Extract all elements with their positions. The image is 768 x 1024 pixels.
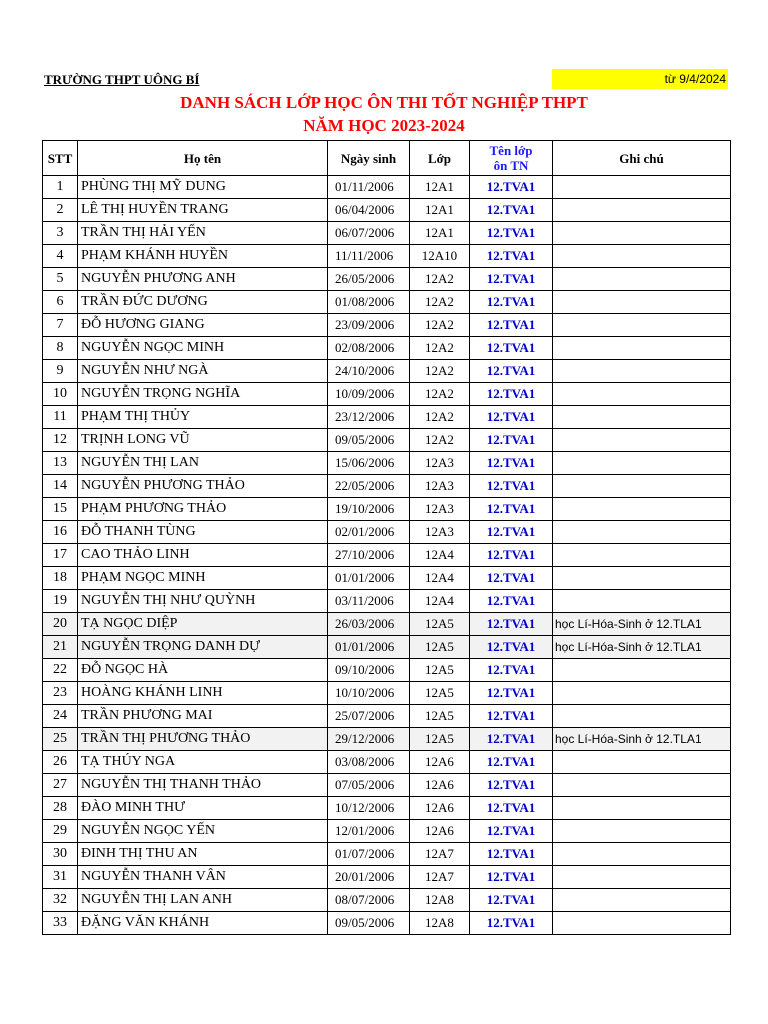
row-review-class: 12.TVA1 [470,774,553,797]
row-class: 12A2 [410,406,470,429]
row-note [553,751,731,774]
row-dob: 03/11/2006 [328,590,410,613]
table-row [43,314,731,337]
row-name: ĐỖ HƯƠNG GIANG [78,314,328,337]
row-stt: 5 [43,268,78,291]
row-note [553,659,731,682]
table-row [43,866,731,889]
row-review-class: 12.TVA1 [470,544,553,567]
table-row [43,268,731,291]
row-dob: 10/12/2006 [328,797,410,820]
row-dob: 23/09/2006 [328,314,410,337]
row-dob: 19/10/2006 [328,498,410,521]
row-review-class: 12.TVA1 [470,268,553,291]
row-dob: 01/01/2006 [328,636,410,659]
row-stt: 33 [43,912,78,935]
table-body [43,176,731,935]
row-name: TRẦN ĐỨC DƯƠNG [78,291,328,314]
row-stt: 19 [43,590,78,613]
row-class: 12A1 [410,222,470,245]
row-name: TRẦN THỊ PHƯƠNG THẢO [78,728,328,751]
row-dob: 24/10/2006 [328,360,410,383]
row-review-class: 12.TVA1 [470,383,553,406]
row-dob: 20/01/2006 [328,866,410,889]
row-class: 12A2 [410,383,470,406]
table-row [43,728,731,751]
row-note [553,797,731,820]
row-review-class: 12.TVA1 [470,820,553,843]
row-review-class: 12.TVA1 [470,245,553,268]
row-class: 12A2 [410,337,470,360]
row-dob: 23/12/2006 [328,406,410,429]
table-row [43,475,731,498]
row-review-class: 12.TVA1 [470,222,553,245]
row-note [553,199,731,222]
col-review-class-header [470,141,553,176]
table-row [43,797,731,820]
row-note [553,820,731,843]
table-row [43,429,731,452]
row-name: NGUYỄN TRỌNG NGHĨA [78,383,328,406]
row-name: TRỊNH LONG VŨ [78,429,328,452]
row-review-class: 12.TVA1 [470,337,553,360]
row-review-class: 12.TVA1 [470,567,553,590]
table-row [43,245,731,268]
row-note [553,406,731,429]
row-class: 12A4 [410,544,470,567]
row-class: 12A3 [410,498,470,521]
row-stt: 16 [43,521,78,544]
row-name: ĐINH THỊ THU AN [78,843,328,866]
row-class: 12A7 [410,866,470,889]
table-row [43,544,731,567]
row-note [553,544,731,567]
row-class: 12A6 [410,820,470,843]
row-review-class: 12.TVA1 [470,751,553,774]
school-name: TRƯỜNG THPT UÔNG BÍ [44,72,200,87]
row-review-class: 12.TVA1 [470,521,553,544]
row-name: PHÙNG THỊ MỸ DUNG [78,176,328,199]
row-dob: 25/07/2006 [328,705,410,728]
row-review-class: 12.TVA1 [470,199,553,222]
row-class: 12A6 [410,751,470,774]
row-review-class: 12.TVA1 [470,912,553,935]
row-note [553,774,731,797]
row-name: NGUYỄN THANH VÂN [78,866,328,889]
row-stt: 24 [43,705,78,728]
row-dob: 27/10/2006 [328,544,410,567]
row-note [553,245,731,268]
row-class: 12A8 [410,912,470,935]
row-dob: 15/06/2006 [328,452,410,475]
row-review-class: 12.TVA1 [470,452,553,475]
date-highlight [552,69,728,89]
row-review-class: 12.TVA1 [470,429,553,452]
row-stt: 8 [43,337,78,360]
row-stt: 11 [43,406,78,429]
row-stt: 7 [43,314,78,337]
row-class: 12A2 [410,291,470,314]
row-dob: 06/04/2006 [328,199,410,222]
col-name-header: Họ tên [78,141,328,176]
col-class-header: Lớp [410,141,470,176]
row-name: ĐỖ NGỌC HÀ [78,659,328,682]
table-row [43,590,731,613]
row-name: LÊ THỊ HUYỀN TRANG [78,199,328,222]
row-dob: 01/11/2006 [328,176,410,199]
row-stt: 23 [43,682,78,705]
row-note [553,452,731,475]
row-class: 12A5 [410,728,470,751]
row-stt: 22 [43,659,78,682]
student-table [42,140,731,935]
row-name: NGUYỄN PHƯƠNG THẢO [78,475,328,498]
school-year: NĂM HỌC 2023-2024 [303,116,465,135]
row-dob: 10/09/2006 [328,383,410,406]
row-dob: 12/01/2006 [328,820,410,843]
row-note [553,843,731,866]
row-stt: 31 [43,866,78,889]
row-note [553,337,731,360]
row-stt: 12 [43,429,78,452]
row-review-class: 12.TVA1 [470,590,553,613]
row-class: 12A5 [410,636,470,659]
row-note [553,590,731,613]
row-stt: 9 [43,360,78,383]
table-row [43,567,731,590]
row-stt: 4 [43,245,78,268]
row-name: PHẠM PHƯƠNG THẢO [78,498,328,521]
row-stt: 6 [43,291,78,314]
row-stt: 32 [43,889,78,912]
row-name: ĐẶNG VĂN KHÁNH [78,912,328,935]
row-note [553,176,731,199]
table-row [43,774,731,797]
row-note [553,682,731,705]
row-name: NGUYỄN THỊ THANH THẢO [78,774,328,797]
table-row [43,521,731,544]
row-dob: 22/05/2006 [328,475,410,498]
table-row [43,820,731,843]
row-note: học Lí-Hóa-Sinh ở 12.TLA1 [553,613,731,636]
table-row [43,751,731,774]
row-dob: 07/05/2006 [328,774,410,797]
row-review-class: 12.TVA1 [470,176,553,199]
table-row [43,452,731,475]
row-review-class: 12.TVA1 [470,659,553,682]
table-row [43,291,731,314]
table-row [43,360,731,383]
row-stt: 17 [43,544,78,567]
row-name: ĐỖ THANH TÙNG [78,521,328,544]
row-review-class: 12.TVA1 [470,682,553,705]
row-note: học Lí-Hóa-Sinh ở 12.TLA1 [553,728,731,751]
row-name: HOÀNG KHÁNH LINH [78,682,328,705]
row-name: NGUYỄN PHƯƠNG ANH [78,268,328,291]
row-name: PHẠM NGỌC MINH [78,567,328,590]
table-row [43,705,731,728]
row-dob: 26/05/2006 [328,268,410,291]
row-class: 12A3 [410,521,470,544]
row-dob: 09/10/2006 [328,659,410,682]
row-stt: 29 [43,820,78,843]
row-dob: 08/07/2006 [328,889,410,912]
table-row [43,406,731,429]
row-review-class: 12.TVA1 [470,613,553,636]
row-class: 12A7 [410,843,470,866]
row-stt: 2 [43,199,78,222]
table-row [43,383,731,406]
col-note-header: Ghi chú [553,141,731,176]
table-header-row [43,141,731,176]
table-row [43,176,731,199]
row-dob: 01/08/2006 [328,291,410,314]
table-row [43,682,731,705]
row-note [553,866,731,889]
row-dob: 06/07/2006 [328,222,410,245]
row-review-class: 12.TVA1 [470,728,553,751]
row-dob: 03/08/2006 [328,751,410,774]
row-dob: 09/05/2006 [328,912,410,935]
row-dob: 09/05/2006 [328,429,410,452]
row-dob: 11/11/2006 [328,245,410,268]
row-class: 12A1 [410,176,470,199]
row-review-class: 12.TVA1 [470,705,553,728]
row-stt: 26 [43,751,78,774]
row-class: 12A4 [410,567,470,590]
row-name: PHẠM KHÁNH HUYỀN [78,245,328,268]
row-stt: 14 [43,475,78,498]
table-row [43,498,731,521]
row-review-class: 12.TVA1 [470,843,553,866]
row-class: 12A1 [410,199,470,222]
col-stt-header: STT [43,141,78,176]
row-stt: 28 [43,797,78,820]
table-row [43,613,731,636]
table-row [43,222,731,245]
row-name: ĐÀO MINH THƯ [78,797,328,820]
row-class: 12A2 [410,314,470,337]
row-class: 12A6 [410,797,470,820]
row-name: TRẦN PHƯƠNG MAI [78,705,328,728]
start-date: từ 9/4/2024 [664,72,726,86]
row-stt: 18 [43,567,78,590]
row-stt: 30 [43,843,78,866]
row-class: 12A2 [410,360,470,383]
row-review-class: 12.TVA1 [470,360,553,383]
row-class: 12A5 [410,659,470,682]
row-note [553,521,731,544]
table-row [43,636,731,659]
row-note [553,567,731,590]
row-note [553,360,731,383]
row-note [553,291,731,314]
table-row [43,199,731,222]
row-name: NGUYỄN NHƯ NGÀ [78,360,328,383]
row-dob: 02/08/2006 [328,337,410,360]
row-stt: 15 [43,498,78,521]
row-note [553,475,731,498]
row-name: NGUYỄN THỊ LAN ANH [78,889,328,912]
table-row [43,843,731,866]
row-class: 12A4 [410,590,470,613]
row-dob: 01/01/2006 [328,567,410,590]
row-note: học Lí-Hóa-Sinh ở 12.TLA1 [553,636,731,659]
row-review-class: 12.TVA1 [470,889,553,912]
row-note [553,498,731,521]
row-stt: 1 [43,176,78,199]
row-note [553,889,731,912]
row-name: NGUYỄN THỊ LAN [78,452,328,475]
table-row [43,337,731,360]
row-dob: 01/07/2006 [328,843,410,866]
table-row [43,659,731,682]
row-class: 12A2 [410,429,470,452]
row-class: 12A5 [410,705,470,728]
col-review-class-header-line1: Tên lớp [489,143,533,158]
row-name: PHẠM THỊ THỦY [78,406,328,429]
row-review-class: 12.TVA1 [470,797,553,820]
row-dob: 02/01/2006 [328,521,410,544]
row-review-class: 12.TVA1 [470,636,553,659]
row-class: 12A10 [410,245,470,268]
row-stt: 20 [43,613,78,636]
row-class: 12A5 [410,682,470,705]
row-name: TRẦN THỊ HẢI YẾN [78,222,328,245]
col-review-class-header-line2: ôn TN [493,158,529,173]
row-review-class: 12.TVA1 [470,314,553,337]
row-class: 12A3 [410,475,470,498]
row-name: NGUYỄN THỊ NHƯ QUỲNH [78,590,328,613]
row-note [553,912,731,935]
row-stt: 3 [43,222,78,245]
row-dob: 10/10/2006 [328,682,410,705]
row-stt: 21 [43,636,78,659]
table-row [43,912,731,935]
row-name: NGUYỄN NGỌC MINH [78,337,328,360]
row-dob: 29/12/2006 [328,728,410,751]
row-note [553,383,731,406]
row-class: 12A3 [410,452,470,475]
row-dob: 26/03/2006 [328,613,410,636]
row-name: TẠ NGỌC DIỆP [78,613,328,636]
row-note [553,314,731,337]
row-review-class: 12.TVA1 [470,866,553,889]
row-note [553,222,731,245]
row-note [553,705,731,728]
row-stt: 27 [43,774,78,797]
row-class: 12A8 [410,889,470,912]
row-name: CAO THẢO LINH [78,544,328,567]
row-class: 12A5 [410,613,470,636]
table-row [43,889,731,912]
row-class: 12A6 [410,774,470,797]
row-note [553,429,731,452]
row-stt: 13 [43,452,78,475]
row-name: NGUYỄN TRỌNG DANH DỰ [78,636,328,659]
row-stt: 25 [43,728,78,751]
col-dob-header: Ngày sinh [328,141,410,176]
row-note [553,268,731,291]
row-review-class: 12.TVA1 [470,498,553,521]
row-class: 12A2 [410,268,470,291]
row-review-class: 12.TVA1 [470,291,553,314]
row-review-class: 12.TVA1 [470,475,553,498]
row-stt: 10 [43,383,78,406]
document-title: DANH SÁCH LỚP HỌC ÔN THI TỐT NGHIỆP THPT [180,93,588,112]
row-name: NGUYỄN NGỌC YẾN [78,820,328,843]
row-review-class: 12.TVA1 [470,406,553,429]
row-name: TẠ THÚY NGA [78,751,328,774]
